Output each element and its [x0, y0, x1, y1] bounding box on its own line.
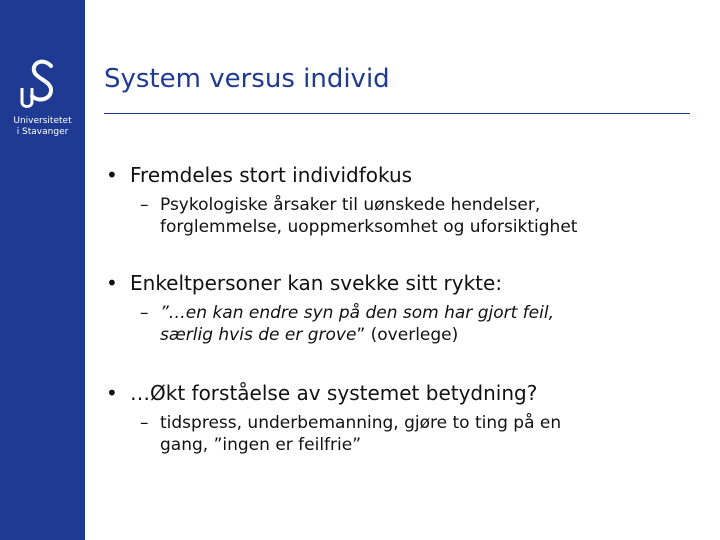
sub-bullet-line: gang, ”ingen er feilfrie” — [160, 435, 362, 455]
sub-bullet-line — [160, 324, 704, 346]
logo-text — [0, 116, 85, 138]
university-logo — [0, 58, 85, 138]
quote-italic: særlig hvis de er grove — [160, 325, 357, 345]
bullet-item — [104, 162, 704, 188]
bullet-item — [104, 270, 704, 296]
sub-bullet-item — [104, 412, 704, 456]
sub-bullet-item — [104, 302, 704, 346]
slide-title: System versus individ — [104, 64, 390, 94]
bullet-dot-icon: • — [106, 381, 118, 405]
slide-content — [104, 162, 704, 456]
sub-bullet-line: forglemmelse, uoppmerksomhet og uforsiktighet — [160, 217, 578, 237]
dash-icon: – — [140, 195, 149, 215]
logo-mark-icon — [18, 58, 68, 112]
bullet-dot-icon: • — [106, 163, 118, 187]
sidebar — [0, 0, 85, 540]
bullet-text: Fremdeles stort individfokus — [130, 163, 413, 187]
bullet-item — [104, 380, 704, 406]
dash-icon: – — [140, 413, 149, 433]
sub-bullet-line: ”…en kan endre syn på den som har gjort feil, — [160, 303, 554, 323]
bullet-text: Enkeltpersoner kan svekke sitt rykte: — [130, 271, 503, 295]
sub-bullet-item — [104, 194, 704, 238]
sub-bullet-line: tidspress, underbemanning, gjøre to ting på en — [160, 413, 562, 433]
quote-attribution: ” (overlege) — [356, 325, 459, 345]
title-divider — [104, 113, 690, 114]
logo-line-2: i Stavanger — [16, 127, 69, 137]
dash-icon: – — [140, 303, 149, 323]
bullet-text: …Økt forståelse av systemet betydning? — [130, 381, 538, 405]
logo-line-1: Universitetet — [13, 116, 72, 126]
bullet-dot-icon: • — [106, 271, 118, 295]
sub-bullet-line: Psykologiske årsaker til uønskede hendelser, — [160, 195, 541, 215]
